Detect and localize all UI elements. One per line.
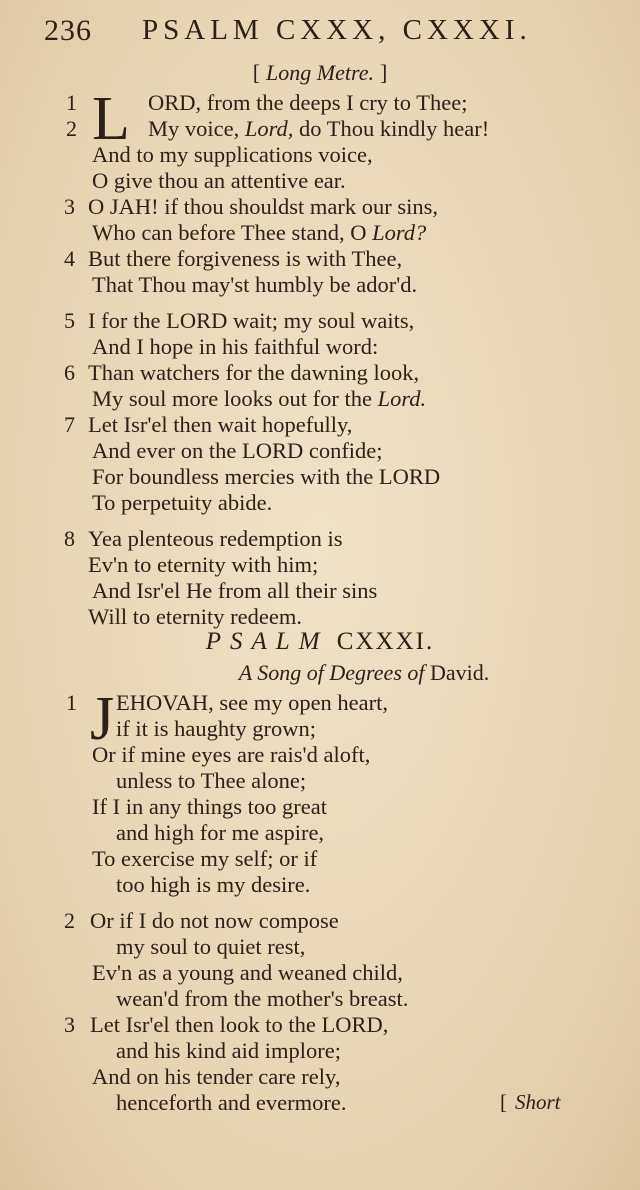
- verse-line: And ever on the LORD confide;: [92, 438, 383, 463]
- verse-line: But there forgiveness is with Thee,: [88, 246, 403, 271]
- verse-line: EHOVAH, see my open heart,: [116, 690, 389, 715]
- metre-heading: [ Long Metre. ]: [252, 60, 388, 85]
- verse-number: 4: [64, 246, 75, 271]
- verse-number: 7: [64, 412, 75, 437]
- verse-line: For boundless mercies with the LORD: [92, 464, 441, 489]
- verse-line: And Isr'el He from all their sins: [92, 578, 378, 603]
- metre-label: Long Metre.: [266, 60, 374, 85]
- page-number: 236: [44, 14, 92, 47]
- psalm-subtitle: A Song of Degrees of David.: [238, 660, 490, 685]
- verse-line: That Thou may'st humbly be ador'd.: [92, 272, 418, 297]
- drop-cap-j: J: [90, 685, 115, 753]
- verse-number: 8: [64, 526, 75, 551]
- verse-line: my soul to quiet rest,: [116, 934, 306, 959]
- verse-line: if it is haughty grown;: [116, 716, 316, 741]
- verse-line: too high is my desire.: [116, 872, 311, 897]
- verse-line: Will to eternity redeem.: [88, 604, 303, 629]
- verse-line: Than watchers for the dawning look,: [88, 360, 420, 385]
- verse-line: To perpetuity abide.: [92, 490, 273, 515]
- verse-line: Ev'n as a young and weaned child,: [92, 960, 403, 985]
- verse-number: 1: [66, 90, 77, 115]
- catchword: [ Short: [500, 1090, 561, 1114]
- verse-line: O JAH! if thou shouldst mark our sins,: [88, 194, 438, 219]
- verse-line: unless to Thee alone;: [116, 768, 307, 793]
- verse-line: My voice, Lord, do Thou kindly hear!: [148, 116, 490, 141]
- verse-line: Let Isr'el then wait hopefully,: [88, 412, 353, 437]
- verse-number: 5: [64, 308, 75, 333]
- verse-line: And to my supplications voice,: [92, 142, 373, 167]
- verse-line: Or if mine eyes are rais'd aloft,: [92, 742, 371, 767]
- verse-line: Or if I do not now compose: [90, 908, 339, 933]
- page-header: [44, 14, 604, 54]
- verse-line: O give thou an attentive ear.: [92, 168, 346, 193]
- verse-number: 2: [64, 908, 75, 933]
- verse-line: And I hope in his faithful word:: [92, 334, 379, 359]
- verse-number: 3: [64, 1012, 75, 1037]
- verse-line: wean'd from the mother's breast.: [116, 986, 409, 1011]
- verse-line: Yea plenteous redemption is: [88, 526, 343, 551]
- verse-line: Ev'n to eternity with him;: [88, 552, 319, 577]
- verse-line: Let Isr'el then look to the LORD,: [90, 1012, 389, 1037]
- verse-line: and high for me aspire,: [116, 820, 325, 845]
- verse-number: 3: [64, 194, 75, 219]
- verse-number: 1: [66, 690, 77, 715]
- verse-line: And on his tender care rely,: [92, 1064, 341, 1089]
- verse-number: 2: [66, 116, 77, 141]
- verse-line: To exercise my self; or if: [92, 846, 318, 871]
- verse-number: 6: [64, 360, 75, 385]
- drop-cap-l: L: [92, 85, 130, 153]
- verse-line: I for the LORD wait; my soul waits,: [88, 308, 415, 333]
- verse-line: henceforth and evermore.: [116, 1090, 347, 1115]
- running-title: PSALM CXXX, CXXXI.: [142, 14, 532, 46]
- psalm-title: PSALM CXXXI.: [205, 628, 435, 655]
- verse-line: If I in any things too great: [92, 794, 327, 819]
- verse-line: ORD, from the deeps I cry to Thee;: [148, 90, 468, 115]
- verse-line: My soul more looks out for the Lord.: [92, 386, 427, 411]
- verse-line: Who can before Thee stand, O Lord?: [92, 220, 427, 245]
- verse-line: and his kind aid implore;: [116, 1038, 341, 1063]
